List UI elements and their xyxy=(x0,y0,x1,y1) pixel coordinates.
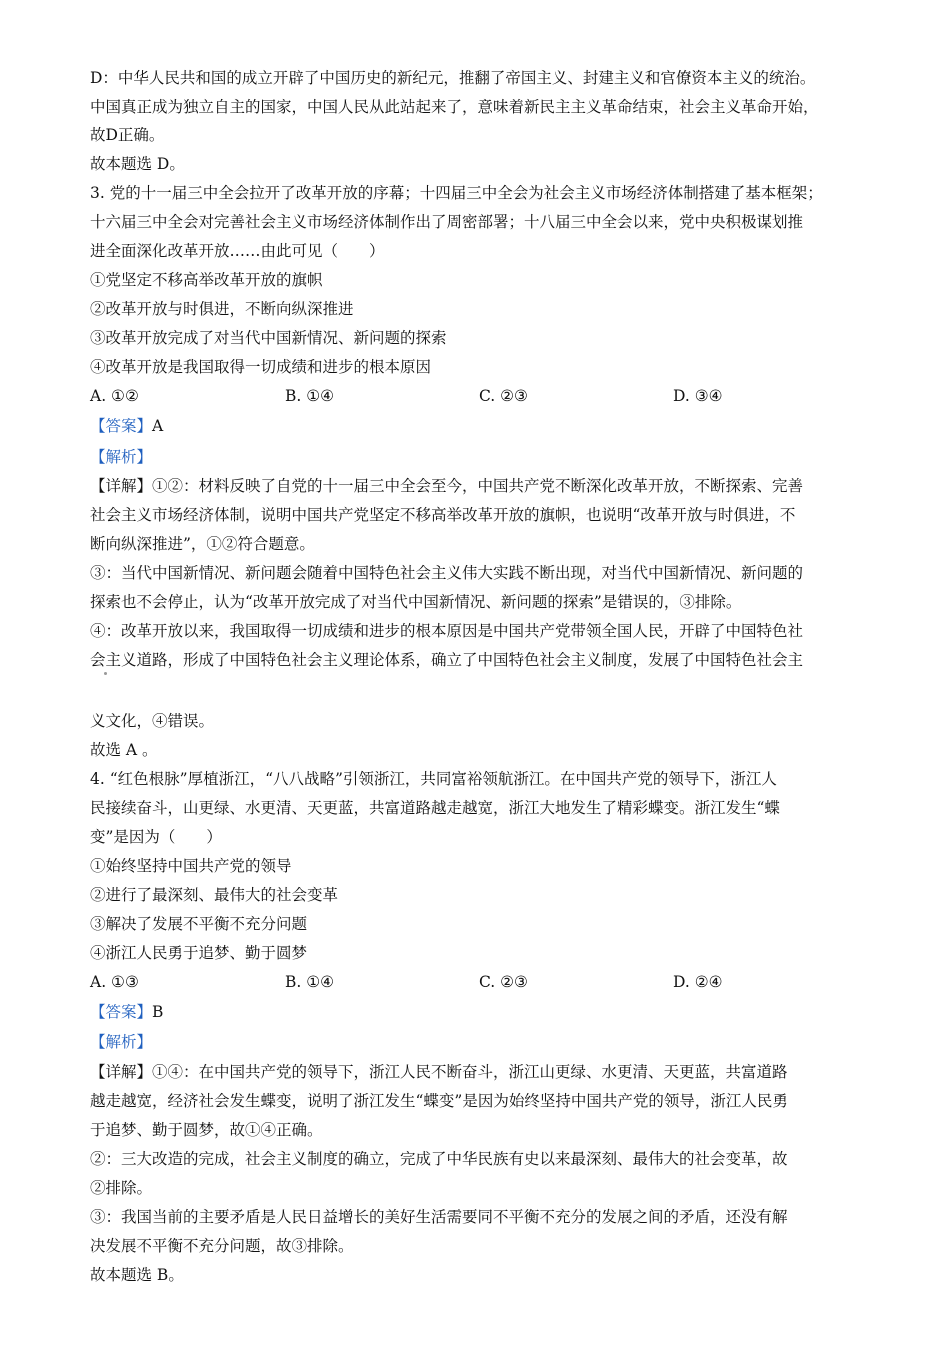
q3-item-3: ③改革开放完成了对当代中国新情况、新问题的探索 xyxy=(90,329,447,347)
q3-stem-line-2: 十六届三中全会对完善社会主义市场经济体制作出了周密部署；十八届三中全会以来，党中央积极谋划推 xyxy=(90,213,804,231)
q4-analysis-tag: 【解析】 xyxy=(90,1033,153,1051)
q4-detail-line-7: 决发展不平衡不充分问题，故③排除。 xyxy=(90,1237,354,1255)
q4-detail-line-3: 于追梦、勤于圆梦，故①④正确。 xyxy=(90,1121,323,1139)
q4-conclusion: 故本题选 B。 xyxy=(90,1266,184,1284)
q3-detail-line-8: 义文化，④错误。 xyxy=(90,712,215,730)
q4-answer xyxy=(90,1002,163,1022)
q4-detail-line-6: ③：我国当前的主要矛盾是人民日益增长的美好生活需要同不平衡不充分的发展之间的矛盾，还没有解 xyxy=(90,1208,788,1226)
q3-detail-line-1 xyxy=(90,476,803,496)
q4-option-b: B. ①④ xyxy=(285,973,335,991)
q4-item-3: ③解决了发展不平衡不充分问题 xyxy=(90,915,308,933)
q3-stem-line-1: 3. 党的十一届三中全会拉开了改革开放的序幕；十四届三中全会为社会主义市场经济体制搭建了基本框架； xyxy=(90,184,823,202)
q4-stem-line-3: 变”是因为（ ） xyxy=(90,828,222,846)
q4-detail-line-5: ②排除。 xyxy=(90,1179,153,1197)
q3-item-2: ②改革开放与时俱进，不断向纵深推进 xyxy=(90,300,354,318)
q3-answer xyxy=(90,416,163,436)
q3-item-1: ①党坚定不移高举改革开放的旗帜 xyxy=(90,271,323,289)
q4-detail-line-4: ②：三大改造的完成，社会主义制度的确立，完成了中华民族有史以来最深刻、最伟大的社会变革，故 xyxy=(90,1150,788,1168)
prev-conclusion: 故本题选 D。 xyxy=(90,155,185,173)
prev-analysis-d-line-3: 故D正确。 xyxy=(90,126,165,144)
q4-option-d: D. ②④ xyxy=(673,973,723,991)
q4-stem-line-2: 民接续奋斗，山更绿、水更清、天更蓝，共富道路越走越宽，浙江大地发生了精彩蝶变。浙江发生“蝶 xyxy=(90,799,780,817)
prev-analysis-d-line-1: D：中华人民共和国的成立开辟了中国历史的新纪元，推翻了帝国主义、封建主义和官僚资本主义的统治。 xyxy=(90,69,816,87)
q4-detail-text-1: ①④：在中国共产党的领导下，浙江人民不断奋斗，浙江山更绿、水更清、天更蓝，共富道路 xyxy=(152,1063,788,1081)
q4-item-4: ④浙江人民勇于追梦、勤于圆梦 xyxy=(90,944,308,962)
q3-option-a: A. ①② xyxy=(90,387,139,405)
q4-detail-line-1 xyxy=(90,1062,788,1082)
q3-detail-line-4: ③：当代中国新情况、新问题会随着中国特色社会主义伟大实践不断出现，对当代中国新情况、新问题的 xyxy=(90,564,804,582)
prev-analysis-d-line-2: 中国真正成为独立自主的国家，中国人民从此站起来了，意味着新民主主义革命结束，社会主义革命开始， xyxy=(90,98,819,116)
q4-option-c: C. ②③ xyxy=(479,973,528,991)
q4-answer-tag: 【答案】 xyxy=(90,1003,153,1021)
q3-option-c: C. ②③ xyxy=(479,387,528,405)
q3-detail-line-6: ④：改革开放以来，我国取得一切成绩和进步的根本原因是中国共产党带领全国人民，开辟了中国特色社 xyxy=(90,622,804,640)
q4-option-a: A. ①③ xyxy=(90,973,139,991)
q3-stem-line-3: 进全面深化改革开放……由此可见（ ） xyxy=(90,242,385,260)
q4-stem-line-1: 4. “红色根脉”厚植浙江，“八八战略”引领浙江，共同富裕领航浙江。在中国共产党的领导下，浙江人 xyxy=(90,770,777,788)
q3-item-4: ④改革开放是我国取得一切成绩和进步的根本原因 xyxy=(90,358,432,376)
q3-analysis-tag: 【解析】 xyxy=(90,448,153,466)
q4-item-2: ②进行了最深刻、最伟大的社会变革 xyxy=(90,886,339,904)
scan-speck xyxy=(104,672,107,675)
q3-detail-line-5: 探索也不会停止，认为“改革开放完成了对当代中国新情况、新问题的探索”是错误的，③排除。 xyxy=(90,593,742,611)
q3-conclusion: 故选 A 。 xyxy=(90,741,158,759)
q4-detail-line-2: 越走越宽，经济社会发生蝶变，说明了浙江发生“蝶变”是因为始终坚持中国共产党的领导，浙江人民勇 xyxy=(90,1092,788,1110)
q3-detail-tag: 【详解】 xyxy=(90,477,153,495)
q4-detail-tag: 【详解】 xyxy=(90,1063,153,1081)
q3-detail-line-7: 会主义道路，形成了中国特色社会主义理论体系，确立了中国特色社会主义制度，发展了中国特色社会主 xyxy=(90,651,804,669)
q3-detail-line-2: 社会主义市场经济体制，说明中国共产党坚定不移高举改革开放的旗帜，也说明“改革开放与时俱进，不 xyxy=(90,506,796,524)
q3-option-d: D. ③④ xyxy=(673,387,723,405)
q3-detail-line-3: 断向纵深推进”，①②符合题意。 xyxy=(90,535,315,553)
q4-item-1: ①始终坚持中国共产党的领导 xyxy=(90,857,292,875)
q3-option-b: B. ①④ xyxy=(285,387,335,405)
q3-detail-text-1: ①②：材料反映了自党的十一届三中全会至今，中国共产党不断深化改革开放，不断探索、完善 xyxy=(152,477,804,495)
q3-answer-tag: 【答案】 xyxy=(90,417,153,435)
q4-answer-value: B xyxy=(152,1003,164,1021)
q3-answer-value: A xyxy=(152,417,164,435)
